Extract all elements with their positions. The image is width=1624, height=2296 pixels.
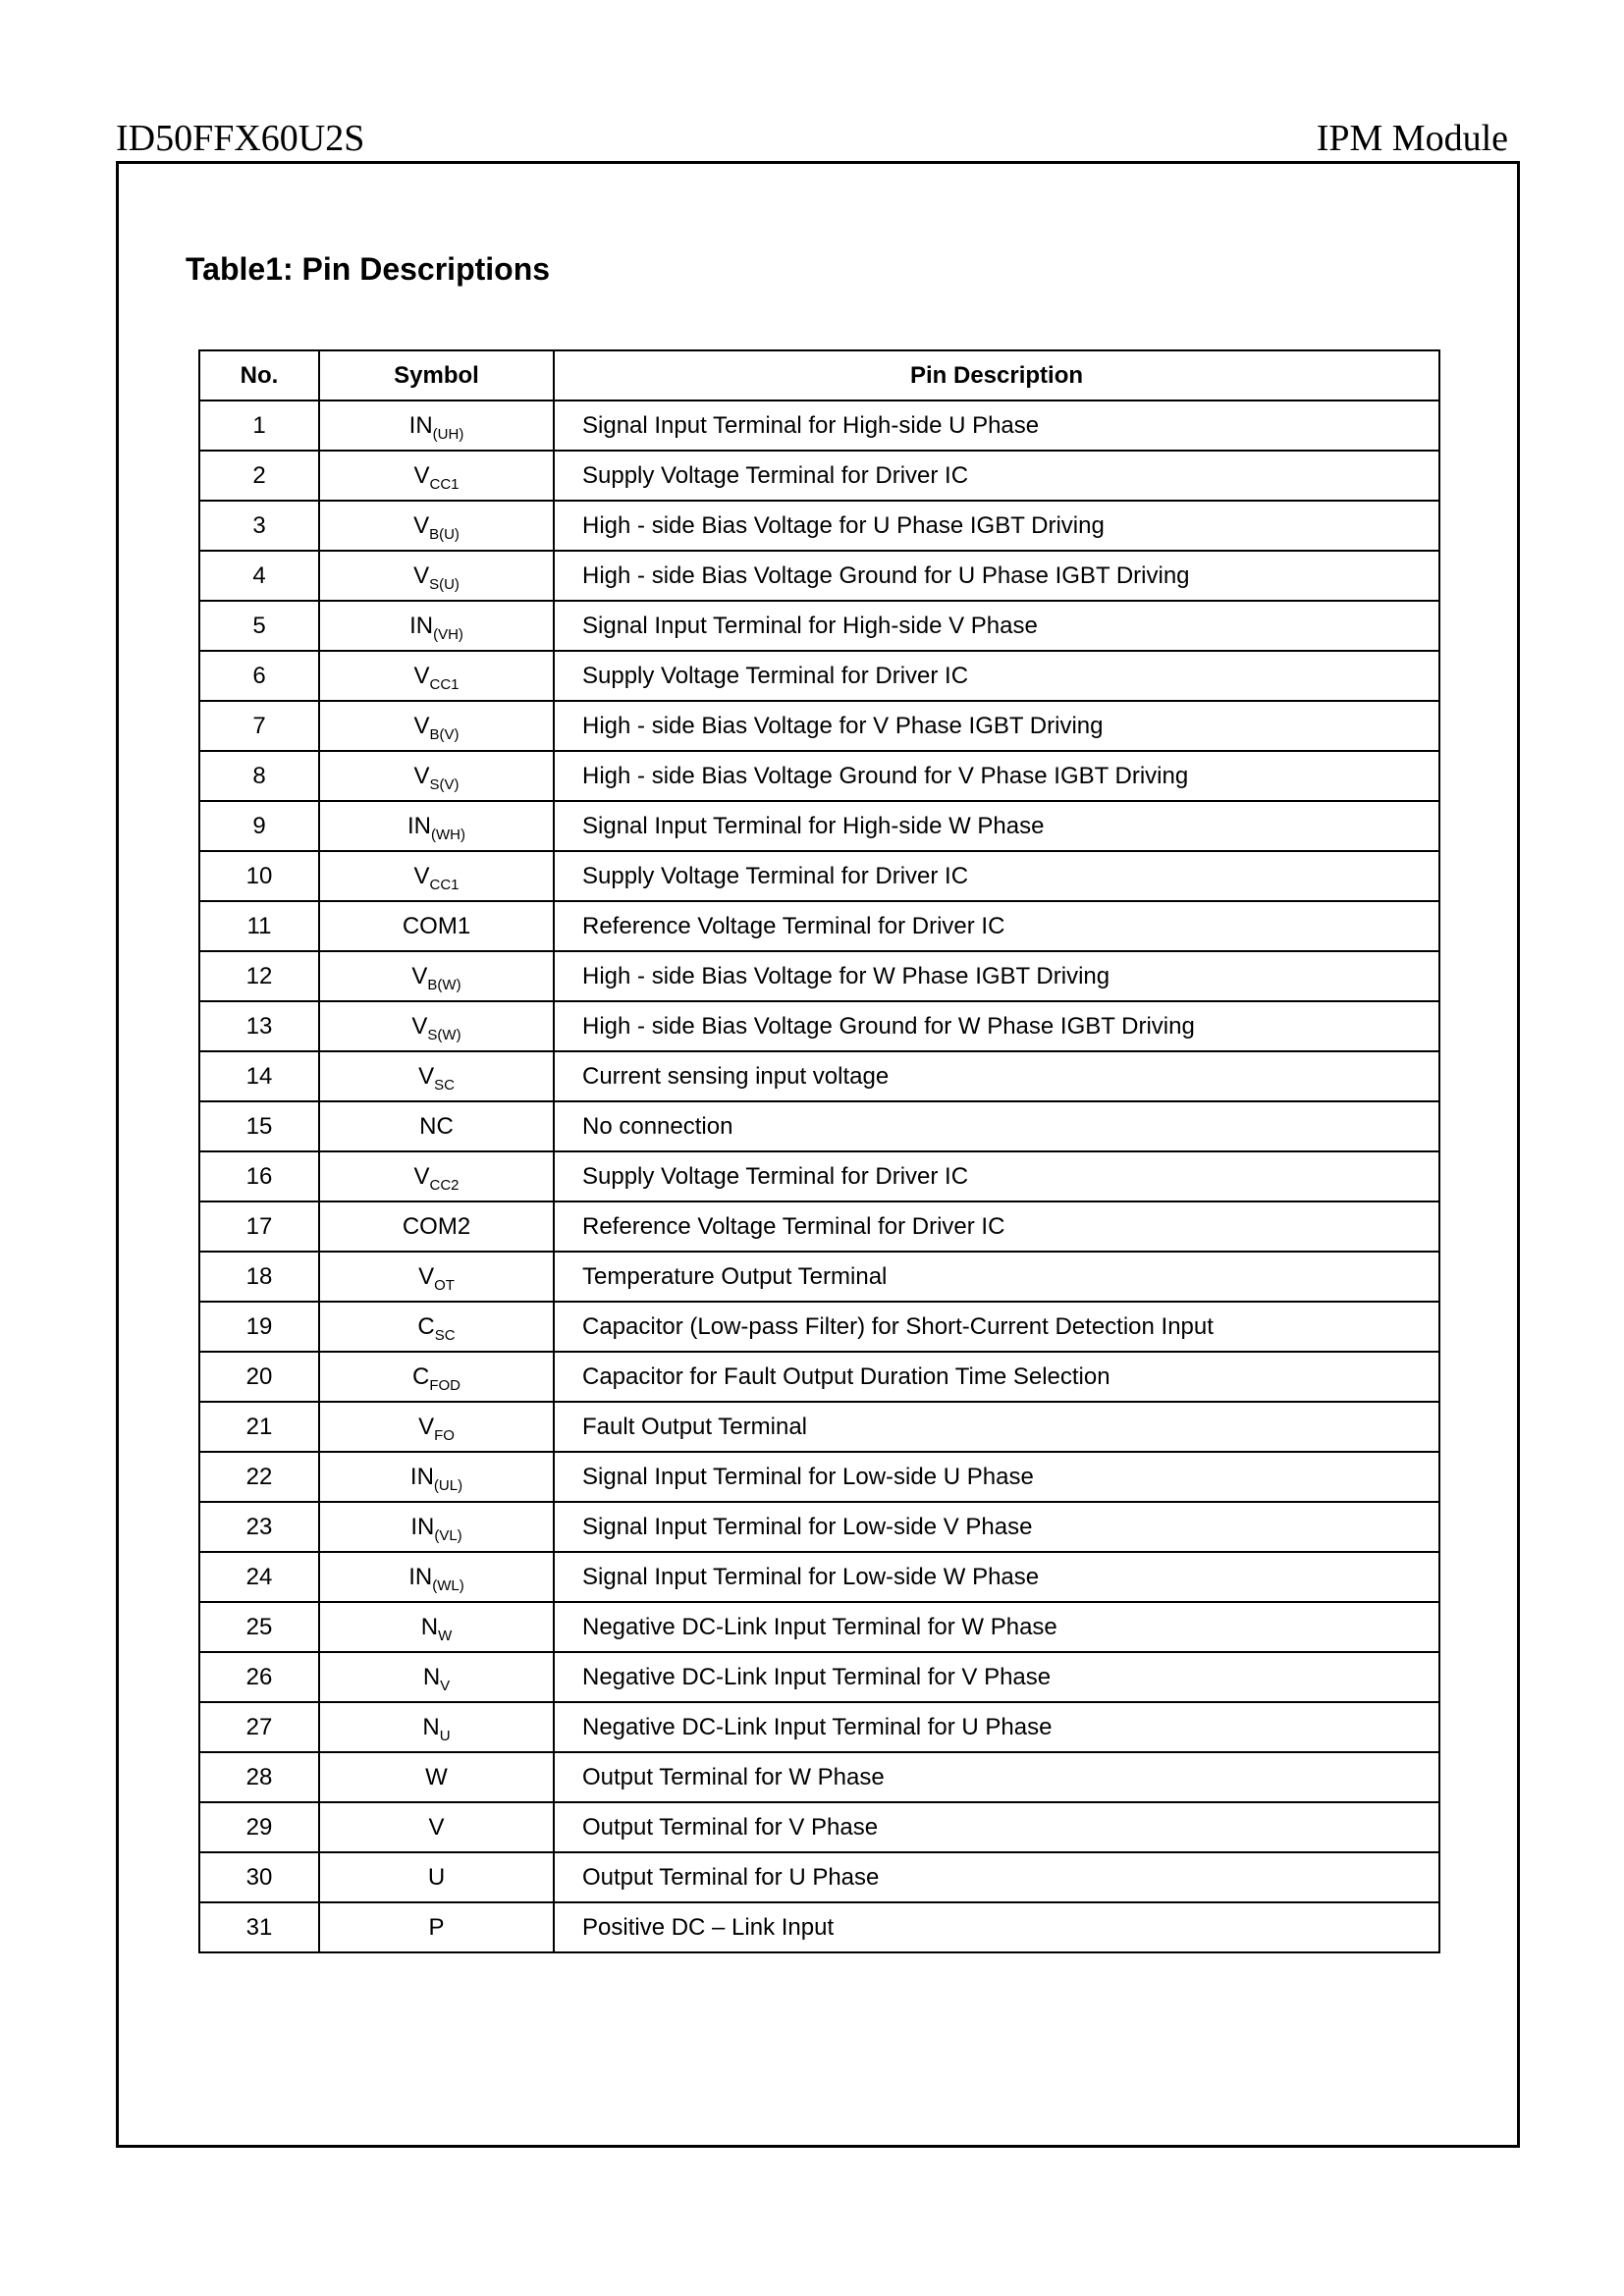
- pin-symbol: [319, 951, 554, 1001]
- pin-description: Negative DC-Link Input Terminal for U Phase: [554, 1702, 1439, 1752]
- pin-description: Signal Input Terminal for Low-side W Phase: [554, 1552, 1439, 1602]
- pin-symbol: [319, 1302, 554, 1352]
- pin-description: High - side Bias Voltage Ground for V Phase IGBT Driving: [554, 751, 1439, 801]
- pin-description: Reference Voltage Terminal for Driver IC: [554, 1201, 1439, 1252]
- pin-number: 30: [199, 1852, 319, 1902]
- pin-number: 16: [199, 1151, 319, 1201]
- table-row: [199, 1001, 1439, 1051]
- pin-number: 28: [199, 1752, 319, 1802]
- pin-symbol-subscript: S(V): [429, 775, 460, 793]
- pin-symbol: [319, 1001, 554, 1051]
- pin-number: 10: [199, 851, 319, 901]
- table-header-row: [199, 350, 1439, 400]
- pin-symbol: [319, 1201, 554, 1252]
- pin-symbol: [319, 501, 554, 551]
- pin-description: High - side Bias Voltage for W Phase IGBT Driving: [554, 951, 1439, 1001]
- pin-description: High - side Bias Voltage Ground for U Phase IGBT Driving: [554, 551, 1439, 601]
- pin-symbol-base: V: [411, 962, 428, 989]
- pin-symbol-base: V: [413, 511, 430, 539]
- table-row: [199, 1702, 1439, 1752]
- pin-symbol-subscript: (WL): [432, 1576, 464, 1594]
- table-row: [199, 1552, 1439, 1602]
- document-header-part-number: ID50FFX60U2S: [116, 118, 365, 159]
- pin-number: 4: [199, 551, 319, 601]
- pin-symbol: [319, 1652, 554, 1702]
- pin-symbol-subscript: B(W): [427, 976, 461, 993]
- pin-symbol: [319, 1352, 554, 1402]
- pin-symbol: [319, 801, 554, 851]
- pin-symbol-subscript: (UL): [433, 1476, 463, 1494]
- pin-symbol: [319, 901, 554, 951]
- pin-description: Signal Input Terminal for High-side W Phase: [554, 801, 1439, 851]
- pin-symbol-subscript: U: [439, 1727, 451, 1744]
- pin-description: Supply Voltage Terminal for Driver IC: [554, 1151, 1439, 1201]
- pin-symbol: [319, 1802, 554, 1852]
- table-title: Table1: Pin Descriptions: [186, 251, 551, 287]
- pin-symbol-base: V: [413, 712, 430, 739]
- pin-number: 26: [199, 1652, 319, 1702]
- table-row: [199, 551, 1439, 601]
- pin-symbol-subscript: SC: [434, 1076, 455, 1094]
- table-row: [199, 1652, 1439, 1702]
- pin-number: 19: [199, 1302, 319, 1352]
- document-header-module-type: IPM Module: [1316, 118, 1508, 159]
- pin-number: 24: [199, 1552, 319, 1602]
- column-header-symbol: Symbol: [319, 350, 554, 400]
- pin-symbol: [319, 1602, 554, 1652]
- pin-symbol-base: N: [422, 1713, 440, 1740]
- pin-symbol-base: C: [411, 1362, 430, 1390]
- pin-description: Positive DC – Link Input: [554, 1902, 1439, 1952]
- table-row: [199, 1502, 1439, 1552]
- pin-symbol-base: V: [428, 1813, 445, 1841]
- pin-symbol-subscript: W: [438, 1627, 453, 1644]
- pin-number: 6: [199, 651, 319, 701]
- pin-number: 13: [199, 1001, 319, 1051]
- pin-symbol-subscript: (VH): [433, 625, 463, 643]
- pin-number: 21: [199, 1402, 319, 1452]
- table-row: [199, 751, 1439, 801]
- pin-description: Signal Input Terminal for Low-side U Phase: [554, 1452, 1439, 1502]
- pin-description: Capacitor (Low-pass Filter) for Short-Current Detection Input: [554, 1302, 1439, 1352]
- pin-symbol-base: IN: [410, 1513, 435, 1540]
- pin-symbol-subscript: FO: [434, 1426, 455, 1444]
- pin-description: Supply Voltage Terminal for Driver IC: [554, 451, 1439, 501]
- pin-symbol: [319, 601, 554, 651]
- pin-description: Current sensing input voltage: [554, 1051, 1439, 1101]
- table-body: [199, 400, 1439, 1952]
- table-row: [199, 1352, 1439, 1402]
- pin-symbol: [319, 451, 554, 501]
- pin-symbol-base: V: [413, 862, 430, 889]
- pin-description: Signal Input Terminal for High-side U Phase: [554, 400, 1439, 451]
- pin-description: Negative DC-Link Input Terminal for W Phase: [554, 1602, 1439, 1652]
- table-row: [199, 1252, 1439, 1302]
- pin-number: 11: [199, 901, 319, 951]
- table-row: [199, 1101, 1439, 1151]
- pin-number: 3: [199, 501, 319, 551]
- pin-number: 20: [199, 1352, 319, 1402]
- table-row: [199, 1151, 1439, 1201]
- pin-description: Output Terminal for W Phase: [554, 1752, 1439, 1802]
- pin-symbol: [319, 1502, 554, 1552]
- pin-symbol: [319, 701, 554, 751]
- pin-symbol-subscript: V: [440, 1677, 451, 1694]
- pin-number: 8: [199, 751, 319, 801]
- pin-number: 14: [199, 1051, 319, 1101]
- table-row: [199, 601, 1439, 651]
- table-row: [199, 1602, 1439, 1652]
- pin-number: 31: [199, 1902, 319, 1952]
- pin-description: Capacitor for Fault Output Duration Time Selection: [554, 1352, 1439, 1402]
- table-row: [199, 1802, 1439, 1852]
- pin-description: Reference Voltage Terminal for Driver IC: [554, 901, 1439, 951]
- pin-symbol-base: N: [422, 1663, 441, 1690]
- pin-number: 2: [199, 451, 319, 501]
- pin-number: 9: [199, 801, 319, 851]
- pin-number: 25: [199, 1602, 319, 1652]
- pin-symbol-subscript: SC: [434, 1326, 456, 1344]
- pin-description: Supply Voltage Terminal for Driver IC: [554, 851, 1439, 901]
- pin-description: Signal Input Terminal for High-side V Phase: [554, 601, 1439, 651]
- pin-symbol: [319, 1051, 554, 1101]
- pin-symbol: [319, 1151, 554, 1201]
- pin-symbol-base: U: [427, 1863, 446, 1891]
- table-row: [199, 851, 1439, 901]
- table-row: [199, 801, 1439, 851]
- table-row: [199, 1452, 1439, 1502]
- table-row: [199, 400, 1439, 451]
- pin-symbol-subscript: B(U): [429, 525, 460, 543]
- pin-number: 12: [199, 951, 319, 1001]
- pin-symbol: [319, 1452, 554, 1502]
- pin-symbol-base: V: [413, 662, 430, 689]
- pin-symbol: [319, 551, 554, 601]
- pin-symbol: [319, 751, 554, 801]
- pin-symbol-subscript: CC1: [429, 675, 460, 693]
- pin-symbol: [319, 651, 554, 701]
- pin-symbol-base: IN: [409, 612, 434, 639]
- pin-symbol-subscript: S(U): [429, 575, 460, 593]
- pin-description: Signal Input Terminal for Low-side V Phase: [554, 1502, 1439, 1552]
- pin-symbol: [319, 1552, 554, 1602]
- pin-description: Negative DC-Link Input Terminal for V Phase: [554, 1652, 1439, 1702]
- pin-symbol: [319, 1702, 554, 1752]
- pin-number: 22: [199, 1452, 319, 1502]
- table-row: [199, 1852, 1439, 1902]
- table-row: [199, 1902, 1439, 1952]
- table-row: [199, 451, 1439, 501]
- table-row: [199, 1051, 1439, 1101]
- pin-description: Fault Output Terminal: [554, 1402, 1439, 1452]
- pin-symbol-subscript: CC2: [429, 1176, 460, 1194]
- pin-descriptions-table: [198, 349, 1440, 1953]
- pin-symbol-subscript: (UH): [432, 425, 464, 443]
- pin-symbol: [319, 1252, 554, 1302]
- column-header-description: Pin Description: [554, 350, 1439, 400]
- pin-symbol-base: IN: [409, 1463, 434, 1490]
- pin-symbol-base: IN: [408, 411, 433, 439]
- pin-symbol-base: V: [418, 1262, 435, 1290]
- pin-number: 7: [199, 701, 319, 751]
- pin-symbol-subscript: OT: [434, 1276, 455, 1294]
- pin-number: 1: [199, 400, 319, 451]
- pin-symbol: [319, 1402, 554, 1452]
- table-row: [199, 651, 1439, 701]
- table-row: [199, 501, 1439, 551]
- table-row: [199, 1302, 1439, 1352]
- pin-symbol-subscript: (VL): [434, 1526, 462, 1544]
- pin-symbol-base: P: [428, 1913, 445, 1941]
- pin-number: 5: [199, 601, 319, 651]
- pin-description: Output Terminal for U Phase: [554, 1852, 1439, 1902]
- table-row: [199, 951, 1439, 1001]
- pin-symbol: [319, 1752, 554, 1802]
- pin-symbol: [319, 851, 554, 901]
- pin-symbol-subscript: CC1: [429, 475, 460, 493]
- pin-description: No connection: [554, 1101, 1439, 1151]
- pin-symbol-base: IN: [407, 812, 431, 839]
- pin-description: High - side Bias Voltage for V Phase IGBT Driving: [554, 701, 1439, 751]
- pin-symbol-base: COM1: [402, 912, 471, 939]
- pin-symbol-base: V: [411, 1012, 428, 1040]
- pin-symbol-base: COM2: [402, 1212, 471, 1240]
- pin-symbol-subscript: B(V): [429, 725, 460, 743]
- pin-symbol-base: C: [417, 1312, 435, 1340]
- table-row: [199, 701, 1439, 751]
- pin-symbol-base: V: [418, 1062, 435, 1090]
- pin-description: High - side Bias Voltage Ground for W Phase IGBT Driving: [554, 1001, 1439, 1051]
- pin-description: Temperature Output Terminal: [554, 1252, 1439, 1302]
- column-header-no: No.: [199, 350, 319, 400]
- pin-symbol-subscript: (WH): [431, 826, 465, 843]
- pin-number: 27: [199, 1702, 319, 1752]
- pin-symbol: [319, 1101, 554, 1151]
- pin-symbol-subscript: S(W): [427, 1026, 461, 1043]
- pin-description: Output Terminal for V Phase: [554, 1802, 1439, 1852]
- pin-symbol: [319, 400, 554, 451]
- pin-symbol: [319, 1902, 554, 1952]
- table-row: [199, 1752, 1439, 1802]
- pin-symbol-subscript: CC1: [429, 876, 460, 893]
- pin-symbol-base: V: [418, 1413, 435, 1440]
- pin-number: 17: [199, 1201, 319, 1252]
- pin-number: 18: [199, 1252, 319, 1302]
- table-row: [199, 901, 1439, 951]
- pin-symbol-base: V: [413, 1162, 430, 1190]
- pin-symbol-base: W: [425, 1763, 448, 1790]
- pin-description: Supply Voltage Terminal for Driver IC: [554, 651, 1439, 701]
- table-row: [199, 1201, 1439, 1252]
- pin-symbol-base: N: [420, 1613, 439, 1640]
- pin-number: 29: [199, 1802, 319, 1852]
- pin-symbol-base: IN: [408, 1563, 433, 1590]
- pin-symbol-base: NC: [419, 1112, 454, 1140]
- pin-number: 15: [199, 1101, 319, 1151]
- table-row: [199, 1402, 1439, 1452]
- pin-symbol-base: V: [413, 762, 430, 789]
- pin-symbol-base: V: [413, 561, 430, 589]
- pin-number: 23: [199, 1502, 319, 1552]
- pin-symbol: [319, 1852, 554, 1902]
- pin-symbol-subscript: FOD: [429, 1376, 460, 1394]
- pin-description: High - side Bias Voltage for U Phase IGBT Driving: [554, 501, 1439, 551]
- pin-symbol-base: V: [413, 461, 430, 489]
